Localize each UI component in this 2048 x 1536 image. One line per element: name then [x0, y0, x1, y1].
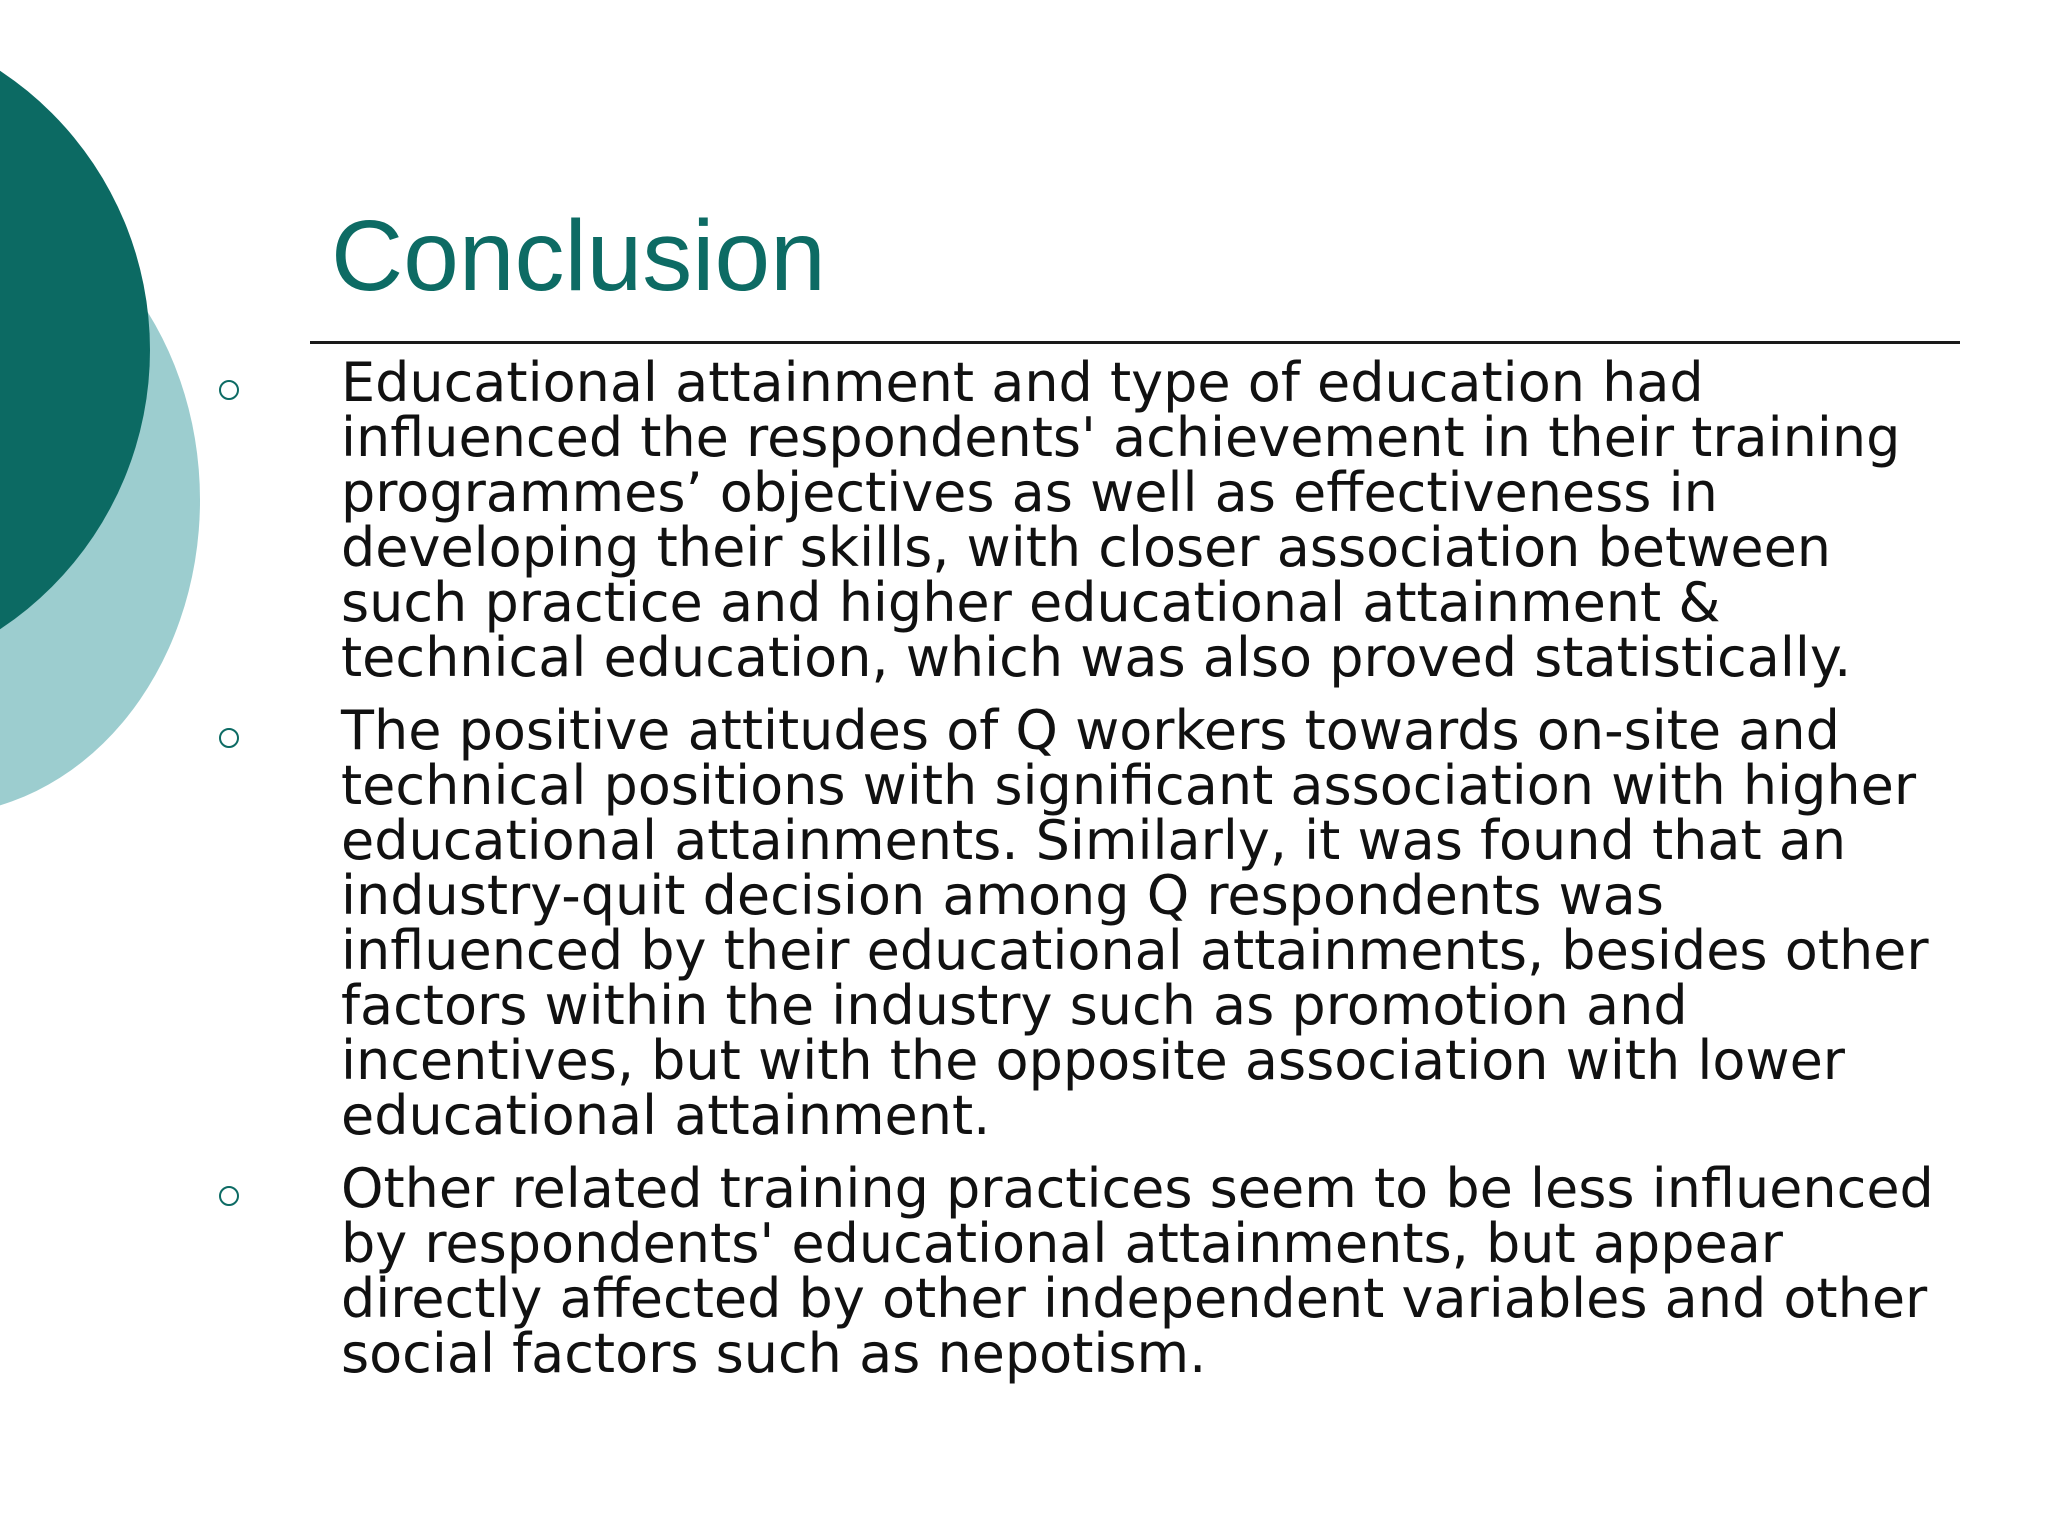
bullet-list	[0, 351, 2048, 1399]
bullet-item	[0, 699, 2048, 1147]
circle-bullet-icon	[219, 728, 239, 748]
bullet-text: Other related training practices seem to be less influenced by respondents' educational attainments, but appear directly affected by other independent variables and other social factors such as nepotism.	[341, 1157, 1934, 1385]
bullet-item	[0, 351, 2048, 689]
bullet-text: Educational attainment and type of education had influenced the respondents' achievement in their training programmes’ objectives as well as effectiveness in developing their skills, with closer association between such practice and higher educational attainment & technical education, which was also proved statistically.	[341, 351, 1901, 689]
circle-bullet-icon	[219, 380, 239, 400]
circle-bullet-icon	[219, 1186, 239, 1206]
title-divider	[310, 341, 1960, 344]
bullet-item	[0, 1157, 2048, 1385]
bullet-text: The positive attitudes of Q workers towards on-site and technical positions with significant association with higher educational attainments. Similarly, it was found that an industry-quit decision among Q respondents was influenced by their educational attainments, besides other factors within the industry such as promotion and incentives, but with the opposite association with lower educational attainment.	[341, 699, 1929, 1147]
slide-title: Conclusion	[331, 200, 826, 312]
